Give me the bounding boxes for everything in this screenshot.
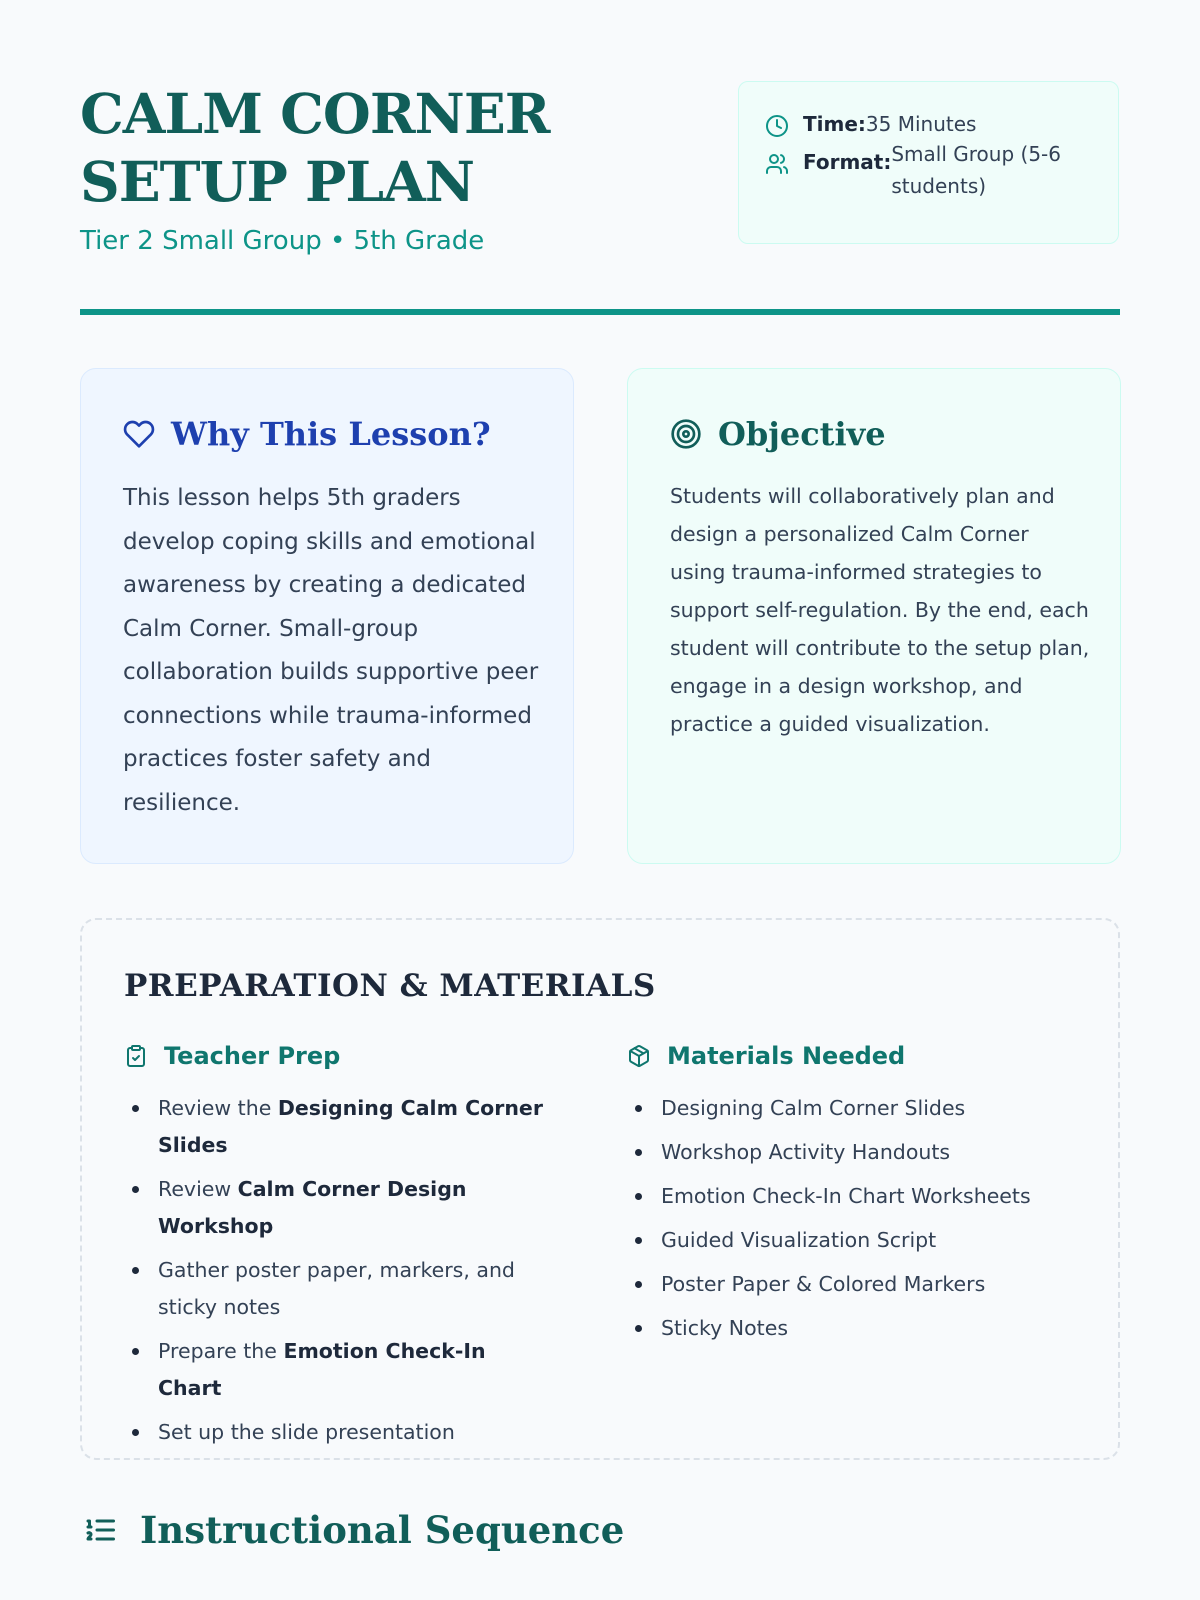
numbered-list-icon	[82, 1512, 118, 1548]
objective-title: Objective	[718, 415, 886, 453]
list-item: Designing Calm Corner Slides	[627, 1090, 1057, 1127]
clipboard-check-icon	[124, 1044, 148, 1068]
page-subtitle: Tier 2 Small Group • 5th Grade	[80, 226, 485, 256]
users-icon	[765, 152, 789, 176]
list-item: Guided Visualization Script	[627, 1222, 1057, 1259]
lesson-meta-card	[738, 81, 1119, 244]
heart-icon	[123, 418, 155, 450]
list-item: Prepare the Emotion Check-In Chart	[124, 1333, 554, 1407]
clock-icon	[765, 114, 789, 138]
list-item: Review Calm Corner Design Workshop	[124, 1171, 554, 1245]
why-text: This lesson helps 5th graders develop coping skills and emotional awareness by creating a dedicated Calm Corner. Small-group collaboration builds supportive peer connections while trauma-informed practices foster safety and resilience.	[123, 485, 539, 816]
list-item: Poster Paper & Colored Markers	[627, 1266, 1057, 1303]
objective-card	[627, 368, 1121, 864]
materials-heading: Materials Needed	[667, 1042, 906, 1070]
time-value: 35 Minutes	[865, 112, 977, 136]
instructional-sequence-header	[82, 1508, 624, 1552]
format-label: Format:	[803, 150, 892, 174]
time-label: Time:	[803, 112, 866, 136]
preparation-section	[80, 918, 1120, 1460]
format-row	[765, 142, 1091, 202]
list-item: Sticky Notes	[627, 1310, 1057, 1347]
instructional-sequence-title: Instructional Sequence	[140, 1508, 625, 1552]
page-title: CALM CORNER SETUP PLAN	[80, 81, 550, 214]
time-row	[765, 112, 976, 138]
list-item: Emotion Check-In Chart Worksheets	[627, 1178, 1057, 1215]
target-icon	[670, 418, 702, 450]
materials-header	[627, 1040, 1057, 1072]
list-item: Review the Designing Calm Corner Slides	[124, 1090, 554, 1164]
materials-column	[627, 1040, 1057, 1354]
list-item: Gather poster paper, markers, and sticky notes	[124, 1252, 554, 1326]
why-card	[80, 368, 574, 864]
list-item: Set up the slide presentation	[124, 1414, 554, 1451]
why-card-header	[123, 415, 491, 453]
materials-list	[627, 1090, 1057, 1347]
list-item: Workshop Activity Handouts	[627, 1134, 1057, 1171]
teacher-prep-header	[124, 1040, 554, 1072]
preparation-title: PREPARATION & MATERIALS	[124, 968, 656, 1004]
objective-text: Students will collaboratively plan and design a personalized Calm Corner using trauma-informed strategies to support self-regulation. By the end, each student will contribute to the setup plan, engage in a design workshop, and practice a guided visualization.	[670, 484, 1090, 736]
why-title: Why This Lesson?	[171, 415, 491, 453]
teacher-prep-heading: Teacher Prep	[164, 1042, 341, 1070]
teacher-prep-list	[124, 1090, 554, 1451]
teacher-prep-column	[124, 1040, 554, 1458]
format-value: Small Group (5-6 students)	[891, 142, 1061, 198]
header-divider	[80, 309, 1120, 315]
package-icon	[627, 1044, 651, 1068]
objective-card-header	[670, 415, 886, 453]
